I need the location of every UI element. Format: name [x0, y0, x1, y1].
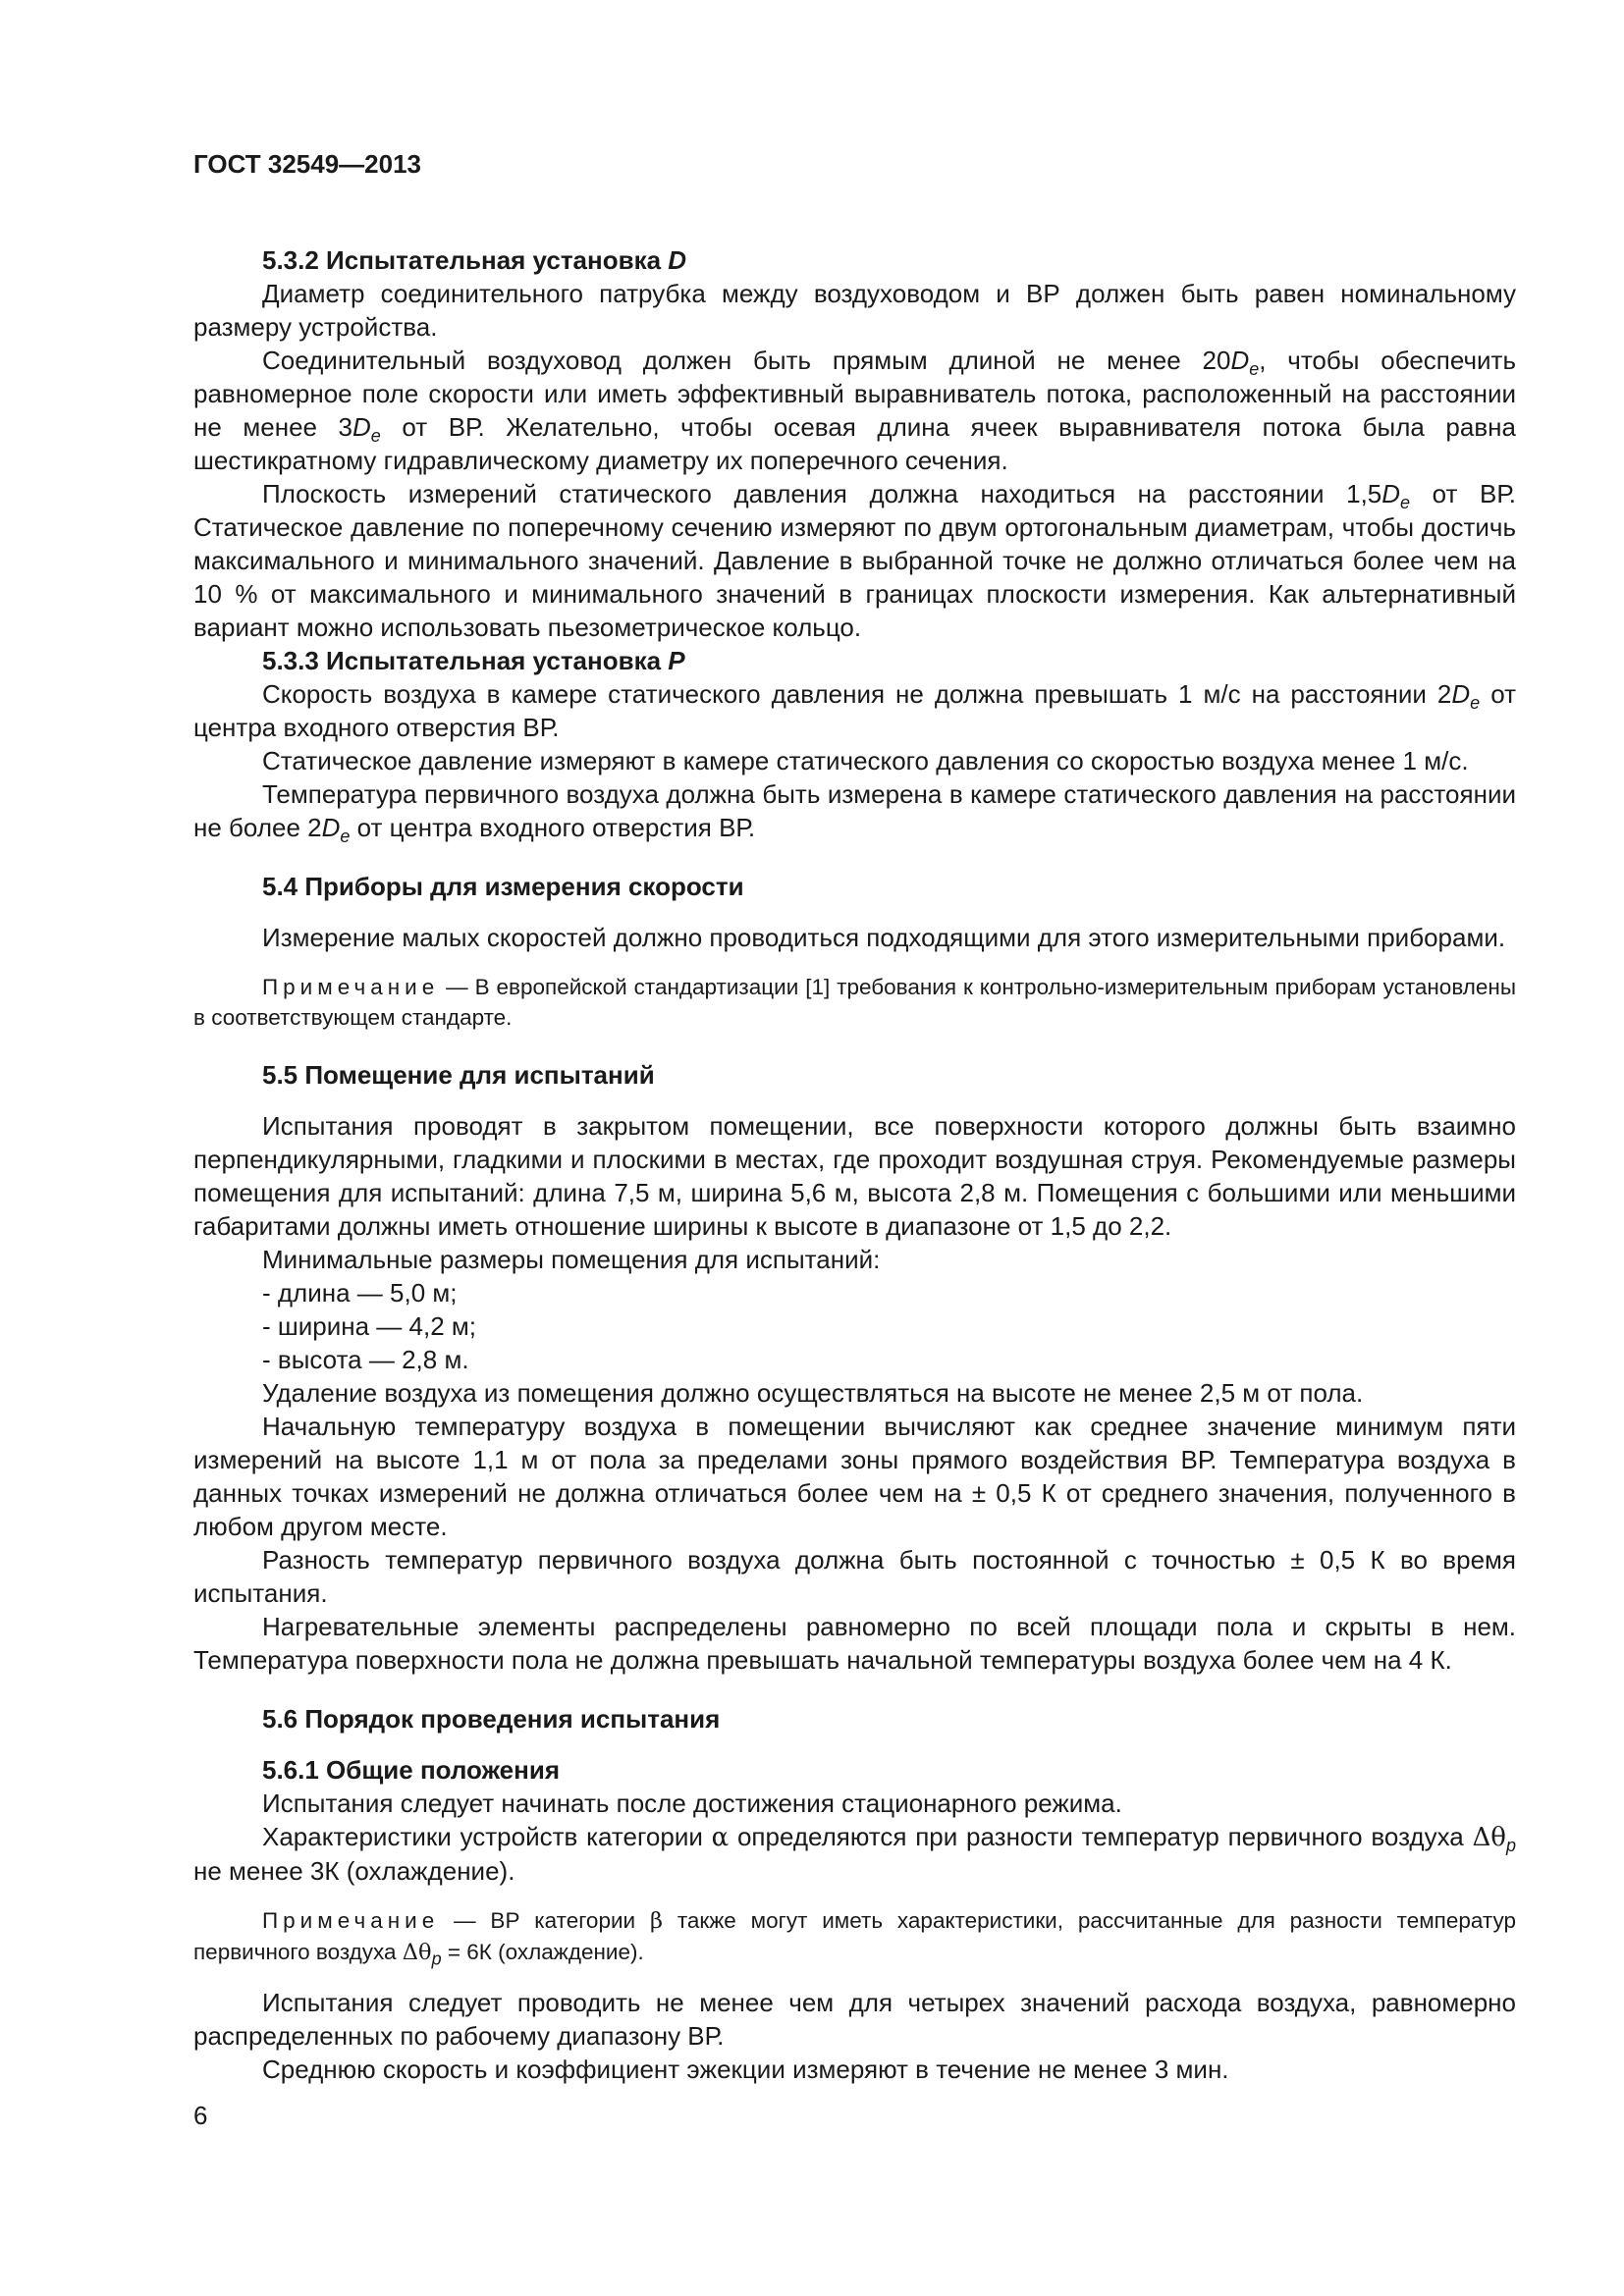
- text-run: Температура первичного воздуха должна быть измерена в камере статического давления на расстоянии не более 2: [193, 779, 1516, 842]
- paragraph: Диаметр соединительного патрубка между воздуховодом и ВР должен быть равен номинальному размеру устройства.: [193, 279, 1516, 342]
- paragraph: Статическое давление измеряют в камере статического давления со скоростью воздуха менее 1 м/с.: [262, 746, 1469, 775]
- symbol-beta: β: [649, 1908, 663, 1934]
- symbol-d: D: [1381, 479, 1401, 508]
- subscript-e: e: [1400, 493, 1411, 513]
- paragraph: Испытания следует начинать после достижения стационарного режима.: [262, 1789, 1122, 1818]
- section-heading-5-4: 5.4 Приборы для измерения скорости: [262, 872, 744, 901]
- paragraph: Разность температур первичного воздуха должна быть постоянной с точностью ± 0,5 К во время испытания.: [193, 1545, 1516, 1608]
- paragraph: [193, 777, 1516, 847]
- text-run: Плоскость измерений статического давления должна находиться на расстоянии 1,5: [262, 479, 1382, 508]
- subscript-e: e: [1249, 359, 1260, 380]
- section-heading-5-6: 5.6 Порядок проведения испытания: [262, 1704, 721, 1734]
- paragraph: Удаление воздуха из помещения должно осуществляться на высоте не менее 2,5 м от пола.: [262, 1378, 1364, 1408]
- paragraph: [193, 344, 1516, 477]
- paragraph: Среднюю скорость и коэффициент эжекции измеряют в течение не менее 3 мин.: [262, 2055, 1229, 2084]
- page-number: 6: [193, 2101, 208, 2130]
- note-text: — ВР категории: [439, 1908, 650, 1933]
- text-run: не менее 3К (охлаждение).: [193, 1856, 515, 1886]
- text-run: Характеристики устройств категории: [262, 1822, 712, 1851]
- note-label: Примечание: [262, 1908, 440, 1933]
- paragraph: Минимальные размеры помещения для испытаний:: [262, 1245, 881, 1274]
- paragraph: [193, 477, 1516, 644]
- document-page: [193, 147, 1516, 2086]
- paragraph: [193, 1820, 1516, 1888]
- subscript-p: p: [1505, 1836, 1516, 1856]
- document-header: ГОСТ 32549—2013: [193, 149, 421, 179]
- text-run: от центра входного отверстия ВР.: [350, 813, 756, 842]
- paragraph: Нагревательные элементы распределены равномерно по всей площади пола и скрыты в нем. Температура поверхности пола не должна превышать начальной температуры воздуха более чем на 4 К.: [193, 1612, 1516, 1675]
- paragraph: Начальную температуру воздуха в помещении вычисляют как среднее значение минимум пяти измерений на высоте 1,1 м от пола за пределами зоны прямого воздействия ВР. Температура воздуха в данных точках измерений не должна отличаться более чем на ± 0,5 К от среднего значения, полученного в любом другом месте.: [193, 1412, 1516, 1541]
- paragraph: Испытания проводят в закрытом помещении, все поверхности которого должны быть взаимно перпендикулярными, гладкими и плоскими в местах, где проходит воздушная струя. Рекомендуемые размеры помещения для испытаний: длина 7,5 м, ширина 5,6 м, высота 2,8 м. Помещения с большими или меньшими габаритами должны иметь отношение ширины к высоте в диапазоне от 1,5 до 2,2.: [193, 1111, 1516, 1241]
- section-heading-5-6-1: 5.6.1 Общие положения: [262, 1755, 560, 1785]
- subscript-e: e: [340, 827, 351, 847]
- subscript-e: e: [370, 426, 381, 447]
- section-heading-5-5: 5.5 Помещение для испытаний: [262, 1060, 655, 1090]
- text-run: от центра входного отверстия ВР.: [193, 679, 1516, 742]
- subscript-e: e: [1470, 693, 1481, 714]
- text-run: определяются при разности температур первичного воздуха: [729, 1822, 1473, 1851]
- symbol-d: D: [1230, 346, 1250, 375]
- note-label: Примечание: [262, 975, 440, 999]
- list-item: - длина — 5,0 м;: [262, 1278, 458, 1308]
- heading-letter: P: [668, 646, 685, 675]
- text-run: , чтобы обеспечить равномерное поле скорости или иметь эффективный выравниватель потока, расположенный на расстоянии не менее 3: [193, 346, 1516, 442]
- note-text: = 6К (охлаждение).: [441, 1940, 644, 1964]
- list-item: - ширина — 4,2 м;: [262, 1311, 476, 1341]
- section-heading-5-3-2: [193, 243, 1516, 277]
- symbol-d: D: [321, 813, 341, 842]
- paragraph: Испытания следует проводить не менее чем для четырех значений расхода воздуха, равномерно распределенных по рабочему диапазону ВР.: [193, 1988, 1516, 2051]
- heading-letter: D: [668, 245, 687, 275]
- note-text: также могут иметь характеристики, рассчитанные для разности температур первичного воздуха: [193, 1908, 1516, 1964]
- paragraph: [193, 677, 1516, 744]
- paragraph: Измерение малых скоростей должно проводиться подходящими для этого измерительными приборами.: [262, 923, 1506, 952]
- heading-text: 5.3.3 Испытательная установка: [262, 646, 669, 675]
- symbol-d: D: [352, 412, 371, 442]
- list-item: - высота — 2,8 м.: [262, 1345, 469, 1374]
- symbol-alpha: α: [711, 1823, 730, 1852]
- symbol-delta-theta: Δθ: [1472, 1823, 1506, 1852]
- subscript-p: p: [431, 1949, 442, 1969]
- text-run: Соединительный воздуховод должен быть прямым длиной не менее 20: [262, 346, 1231, 375]
- text-run: от ВР. Желательно, чтобы осевая длина ячеек выравнивателя потока была равна шестикратному гидравлическому диаметру их поперечного сечения.: [193, 412, 1516, 475]
- text-run: от ВР. Статическое давление по поперечному сечению измеряют по двум ортогональным диаметрам, чтобы достичь максимального и минимального значений. Давление в выбранной точке не должно отличаться более чем на 10 % от максимального и минимального значений в границах плоскости измерения. Как альтернативный вариант можно использовать пьезометрическое кольцо.: [193, 479, 1516, 642]
- section-heading-5-3-3: [193, 644, 1516, 677]
- note: [193, 1905, 1516, 1968]
- text-run: Скорость воздуха в камере статического давления не должна превышать 1 м/с на расстоянии 2: [262, 679, 1452, 709]
- note: [193, 972, 1516, 1033]
- symbol-delta-theta: Δθ: [402, 1940, 432, 1965]
- heading-text: 5.3.2 Испытательная установка: [262, 245, 669, 275]
- symbol-d: D: [1451, 679, 1471, 709]
- note-text: — В европейской стандартизации [1] требования к контрольно-измерительным приборам установлены в соответствующем стандарте.: [193, 975, 1516, 1030]
